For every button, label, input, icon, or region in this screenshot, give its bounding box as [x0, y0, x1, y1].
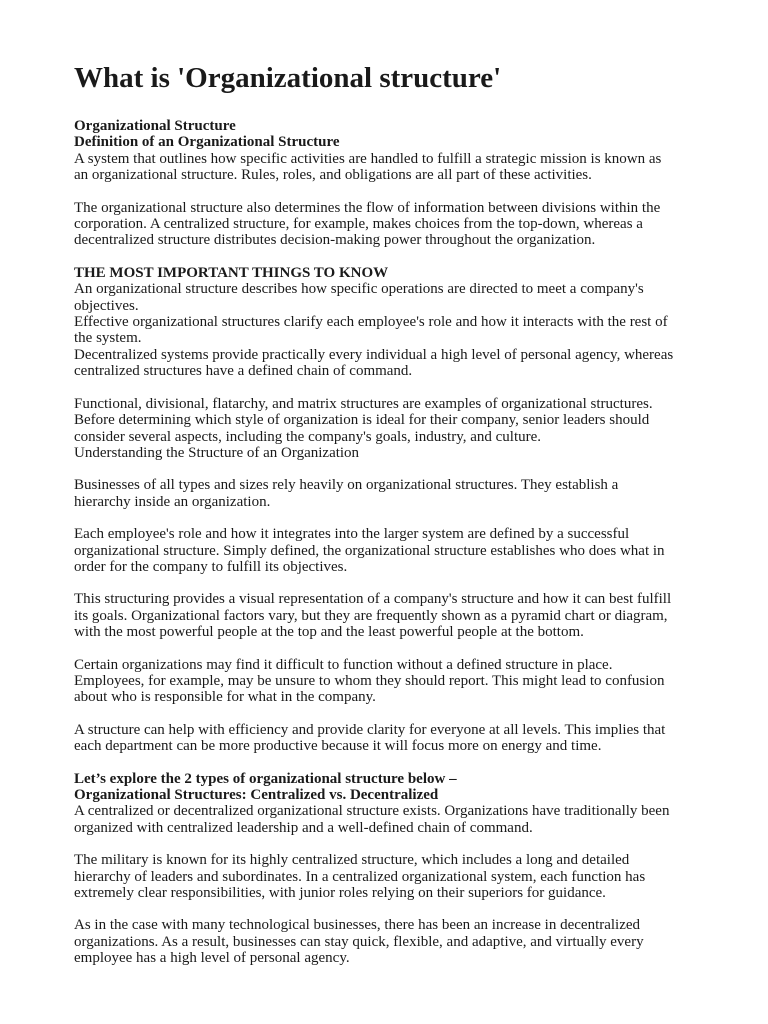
paragraph	[74, 657, 694, 706]
text-line: The military is known for its highly centralized structure, which includes a long and detailed	[74, 852, 630, 869]
paragraph	[74, 396, 694, 462]
heading-line: THE MOST IMPORTANT THINGS TO KNOW	[74, 264, 389, 281]
text-line: about who is responsible for what in the company.	[74, 689, 376, 706]
paragraph	[74, 852, 694, 901]
paragraph	[74, 917, 694, 966]
paragraph	[74, 771, 694, 837]
text-line: The organizational structure also determines the flow of information between divisions within the	[74, 199, 661, 216]
text-line: An organizational structure describes how specific operations are directed to meet a company's	[74, 281, 644, 298]
heading-line: Organizational Structures: Centralized vs. Decentralized	[74, 787, 439, 803]
text-line: As in the case with many technological businesses, there has been an increase in decentralized	[74, 917, 641, 934]
text-line: consider several aspects, including the company's goals, industry, and culture.	[74, 428, 542, 445]
text-line: extremely clear responsibilities, with junior roles relying on their superiors for guidance.	[74, 885, 606, 902]
text-line: A structure can help with efficiency and provide clarity for everyone at all levels. This implies that	[74, 721, 666, 738]
text-line: Employees, for example, may be unsure to whom they should report. This might lead to confusion	[74, 672, 665, 689]
text-line: Certain organizations may find it difficult to function without a defined structure in place.	[74, 656, 613, 673]
text-line: Before determining which style of organization is ideal for their company, senior leaders should	[74, 412, 650, 429]
text-line: Businesses of all types and sizes rely heavily on organizational structures. They establish a	[74, 477, 619, 494]
text-line: the system.	[74, 330, 142, 347]
text-line: each department can be more productive because it will focus more on energy and time.	[74, 738, 602, 755]
text-line: its goals. Organizational factors vary, but they are frequently shown as a pyramid chart or diagram,	[74, 607, 668, 624]
text-line: organizational structure. Simply defined, the organizational structure establishes who does what in	[74, 542, 665, 559]
paragraph	[74, 200, 694, 249]
text-line: Functional, divisional, flatarchy, and matrix structures are examples of organizational structures.	[74, 395, 653, 412]
paragraph	[74, 477, 694, 510]
text-line: decentralized structure distributes decision-making power throughout the organization.	[74, 232, 596, 249]
text-line: Effective organizational structures clarify each employee's role and how it interacts with the rest of	[74, 314, 668, 331]
paragraph	[74, 591, 694, 640]
text-line: with the most powerful people at the top and the least powerful people at the bottom.	[74, 624, 584, 641]
text-line: employee has a high level of personal agency.	[74, 950, 350, 967]
paragraph	[74, 526, 694, 575]
text-line: hierarchy inside an organization.	[74, 493, 271, 510]
page-title: What is 'Organizational structure'	[74, 62, 502, 94]
paragraph	[74, 265, 694, 380]
text-line: Understanding the Structure of an Organization	[74, 444, 360, 461]
text-line: Each employee's role and how it integrates into the larger system are defined by a successful	[74, 526, 630, 543]
text-line: A centralized or decentralized organizational structure exists. Organizations have traditionally been	[74, 803, 670, 820]
document-body	[74, 118, 694, 967]
text-line: organizations. As a result, businesses can stay quick, flexible, and adaptive, and virtually every	[74, 933, 644, 950]
text-line: order for the company to fulfill its objectives.	[74, 558, 348, 575]
text-line: centralized structures have a defined chain of command.	[74, 363, 413, 380]
text-line: This structuring provides a visual representation of a company's structure and how it can best fulfill	[74, 591, 672, 608]
text-line: Decentralized systems provide practically every individual a high level of personal agency, whereas	[74, 346, 674, 363]
text-line: hierarchy of leaders and subordinates. In a centralized organizational system, each function has	[74, 868, 646, 885]
paragraph	[74, 722, 694, 755]
paragraph	[74, 118, 694, 184]
text-line: objectives.	[74, 297, 139, 314]
heading-line: Organizational Structure	[74, 118, 236, 134]
heading-line: Definition of an Organizational Structure	[74, 134, 340, 151]
text-line: A system that outlines how specific activities are handled to fulfill a strategic mission is known as	[74, 150, 662, 167]
text-line: an organizational structure. Rules, roles, and obligations are all part of these activities.	[74, 167, 592, 184]
heading-line: Let’s explore the 2 types of organizational structure below –	[74, 770, 457, 787]
text-line: corporation. A centralized structure, for example, makes choices from the top-down, whereas a	[74, 216, 643, 233]
text-line: organized with centralized leadership and a well-defined chain of command.	[74, 819, 533, 836]
